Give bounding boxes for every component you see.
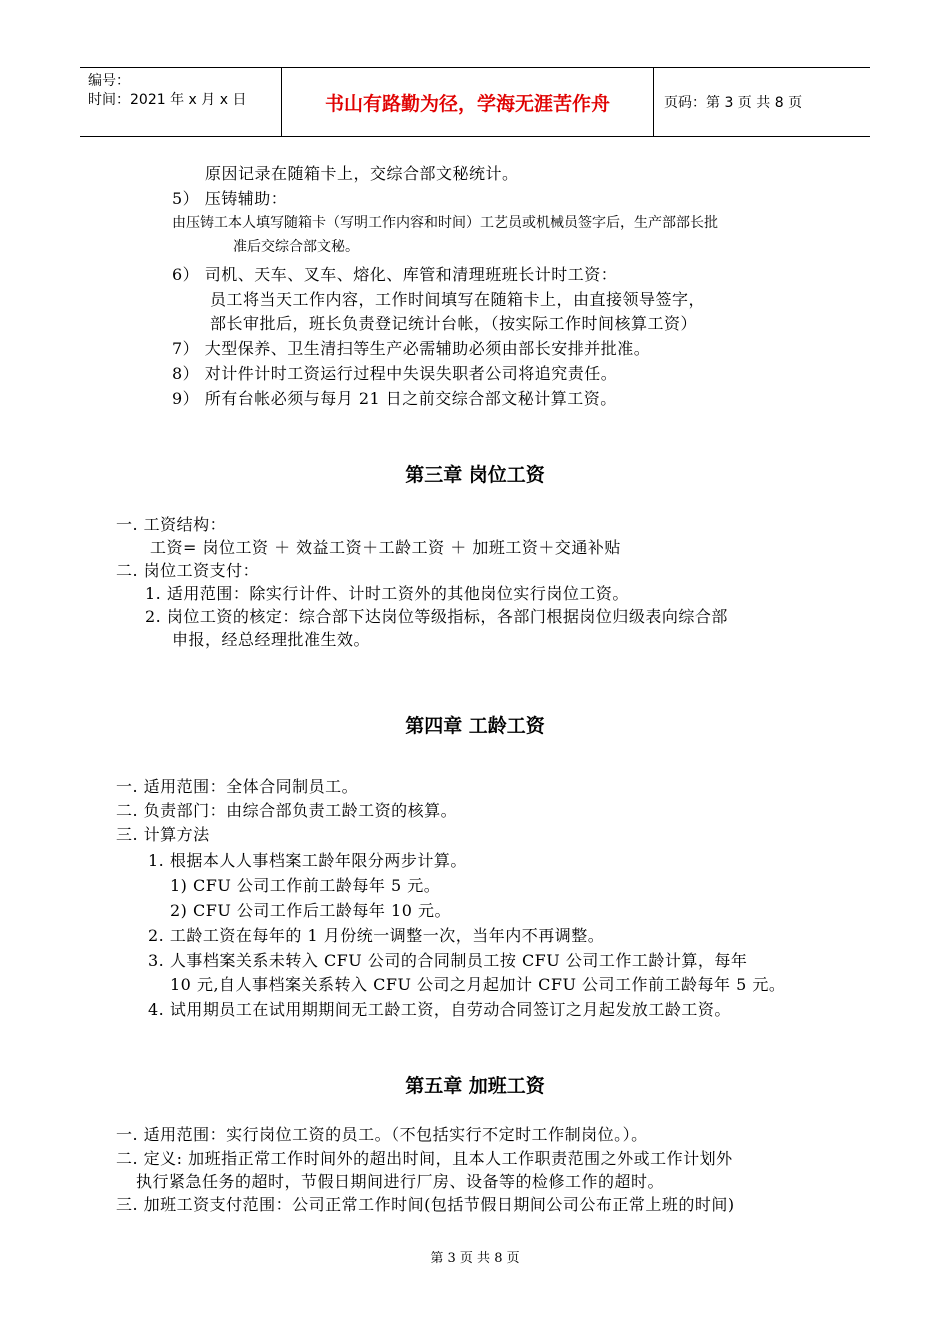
chapter-4-title: 第四章 工龄工资 (405, 715, 545, 737)
body-line: 5） 压铸辅助： (172, 189, 288, 208)
body-line: 二. 定义: 加班指正常工作时间外的超出时间，且本人工作职责范围之外或工作计划外 (116, 1149, 733, 1168)
body-line: 二. 岗位工资支付： (116, 561, 260, 580)
body-line: 申报，经总经理批准生效。 (172, 630, 371, 649)
body-line: 原因记录在随箱卡上，交综合部文秘统计。 (205, 164, 519, 183)
header-page-info: 页码：第 3 页 共 8 页 (664, 95, 803, 111)
body-line: 1. 根据本人人事档案工龄年限分两步计算。 (148, 851, 467, 870)
body-line: 7） 大型保养、卫生清扫等生产必需辅助必须由部长安排并批准。 (172, 339, 651, 358)
body-line: 执行紧急任务的超时，节假日期间进行厂房、设备等的检修工作的超时。 (136, 1172, 665, 1191)
body-line: 二. 负责部门：由综合部负责工龄工资的核算。 (116, 801, 458, 820)
body-line: 部长审批后，班长负责登记统计台帐，（按实际工作时间核算工资） (210, 314, 698, 333)
page-footer: 第 3 页 共 8 页 (430, 1251, 520, 1266)
body-line: 10 元,自人事档案关系转入 CFU 公司之月起加计 CFU 公司工作前工龄每年 5 元。 (170, 975, 786, 994)
body-line: 3. 人事档案关系未转入 CFU 公司的合同制员工按 CFU 公司工作工龄计算，每年 (148, 951, 748, 970)
body-line: 一. 适用范围：实行岗位工资的员工。（不包括实行不定时工作制岗位。）。 (116, 1125, 648, 1144)
page-header (80, 67, 870, 137)
chapter-3-title: 第三章 岗位工资 (405, 464, 545, 486)
body-line: 1) CFU 公司工作前工龄每年 5 元。 (170, 876, 441, 895)
body-line: 8） 对计件计时工资运行过程中失误失职者公司将追究责任。 (172, 364, 618, 383)
header-motto: 书山有路勤为径，学海无涯苦作舟 (282, 68, 654, 136)
body-line: 2. 工龄工资在每年的 1 月份统一调整一次，当年内不再调整。 (148, 926, 605, 945)
number-label: 编号： (88, 73, 130, 89)
body-line: 一. 适用范围：全体合同制员工。 (116, 777, 359, 796)
body-line: 2) CFU 公司工作后工龄每年 10 元。 (170, 901, 451, 920)
header-meta (80, 68, 282, 136)
body-line: 员工将当天工作内容，工作时间填写在随箱卡上，由直接领导签字， (210, 290, 706, 309)
body-line: 准后交综合部文秘。 (233, 239, 359, 255)
body-line: 三. 加班工资支付范围：公司正常工作时间(包括节假日期间公司公布正常上班的时间) (116, 1195, 735, 1214)
body-line: 1. 适用范围：除实行计件、计时工资外的其他岗位实行岗位工资。 (145, 584, 629, 603)
body-line: 工资= 岗位工资 ＋ 效益工资＋工龄工资 ＋ 加班工资＋交通补贴 (150, 538, 621, 557)
body-line: 三. 计算方法 (116, 825, 210, 844)
body-line: 由压铸工本人填写随箱卡（写明工作内容和时间）工艺员或机械员签字后，生产部部长批 (172, 215, 718, 231)
chapter-5-title: 第五章 加班工资 (405, 1075, 545, 1097)
time-label: 时间：2021 年 x 月 x 日 (88, 92, 247, 108)
body-line: 2. 岗位工资的核定：综合部下达岗位等级指标，各部门根据岗位归级表向综合部 (145, 607, 728, 626)
body-line: 4. 试用期员工在试用期期间无工龄工资，自劳动合同签订之月起发放工龄工资。 (148, 1000, 731, 1019)
body-line: 一. 工资结构： (116, 515, 227, 534)
body-line: 9） 所有台帐必须与每月 21 日之前交综合部文秘计算工资。 (172, 389, 617, 408)
body-line: 6） 司机、天车、叉车、熔化、库管和清理班班长计时工资： (172, 265, 618, 284)
